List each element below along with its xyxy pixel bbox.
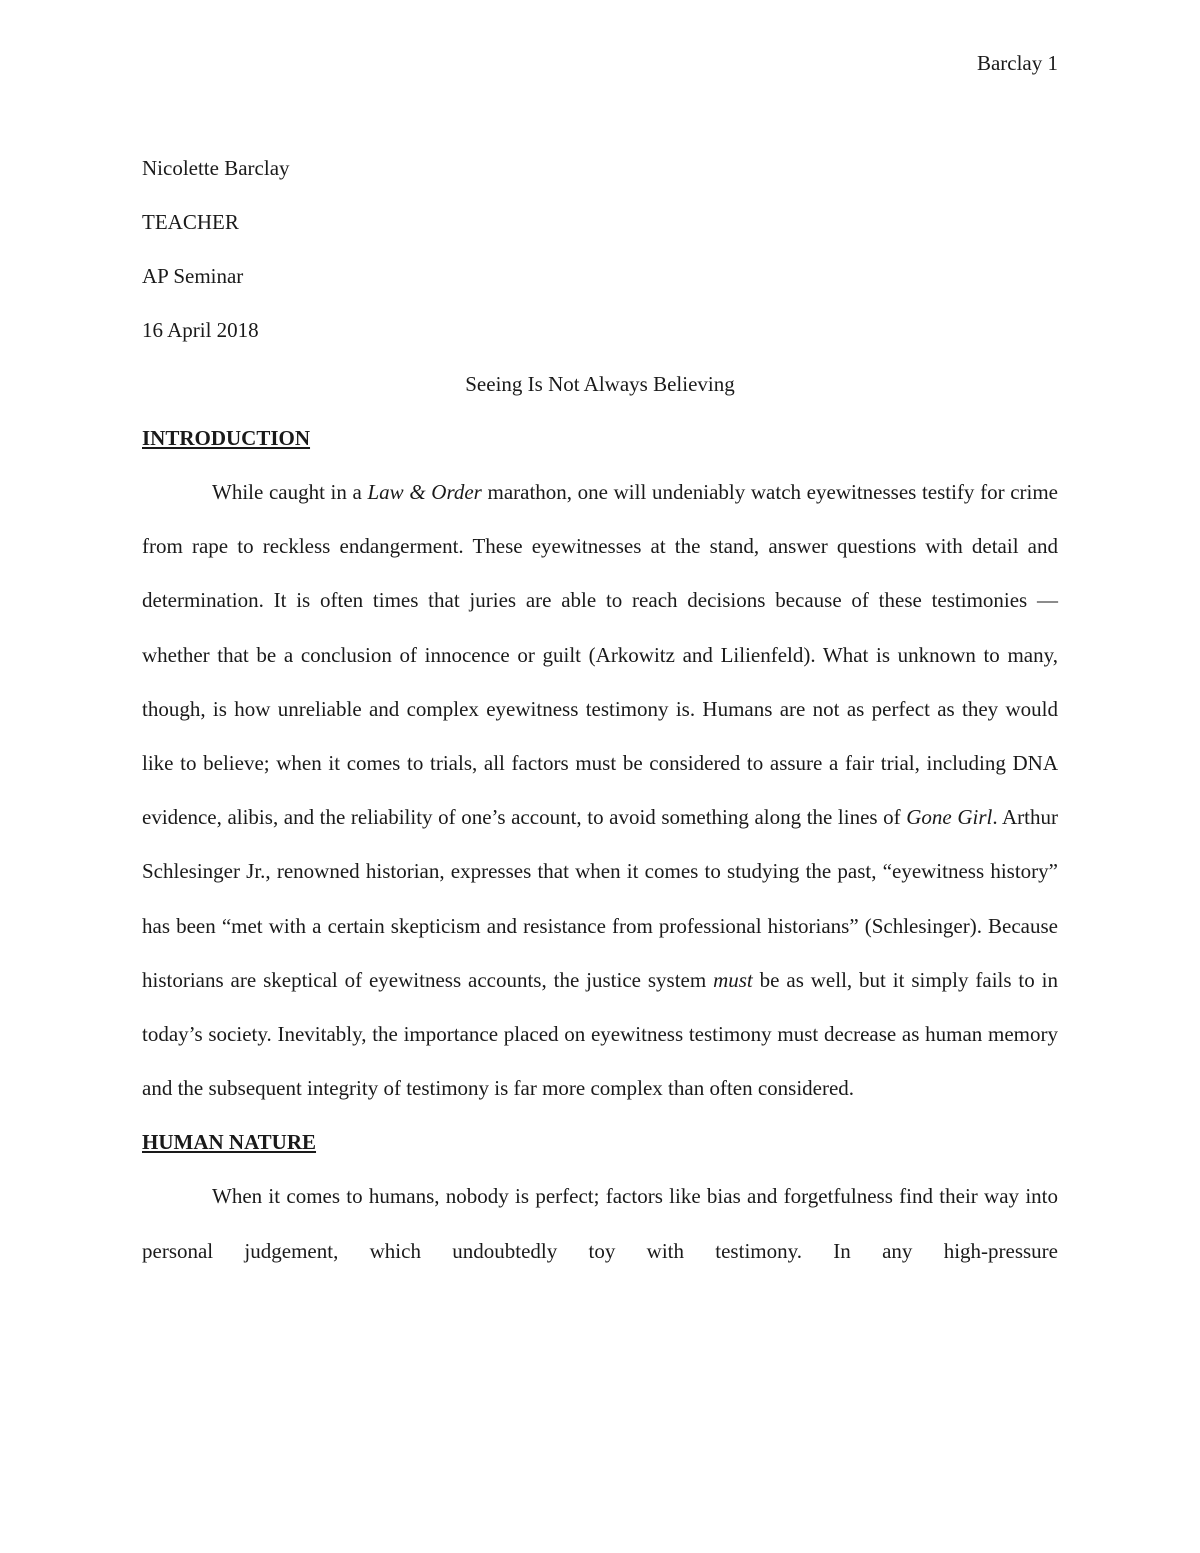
course-name: AP Seminar [142, 264, 244, 288]
essay-title: Seeing Is Not Always Believing [465, 372, 735, 396]
text-run: When it comes to humans, nobody is perfect; factors like bias and forgetfulness find their way into personal judgement, which undoubtedly toy with testimony. In any high-pressure [142, 1184, 1058, 1263]
introduction-paragraph [142, 465, 1058, 1115]
text-run: marathon, one will undeniably watch eyewitnesses testify for crime from rape to reckless endangerment. These eyewitnesses at the stand, answer questions with detail and determination. It is often times that juries are able to reach decisions because of these testimonies — whether that be a conclusion of innocence or guilt (Arkowitz and Lilienfeld). What is unknown to many, though, is how unreliable and complex eyewitness testimony is. Humans are not as perfect as they would like to believe; when it comes to trials, all factors must be considered to assure a fair trial, including DNA evidence, alibis, and the reliability of one’s account, to avoid something along the lines of [142, 480, 1058, 830]
human-nature-paragraph [142, 1169, 1058, 1277]
author-name: Nicolette Barclay [142, 156, 290, 180]
section-heading-introduction: INTRODUCTION [142, 426, 311, 450]
essay-date: 16 April 2018 [142, 318, 259, 342]
italic-run-gone-girl: Gone Girl [906, 805, 993, 830]
text-run: . Arthur Schlesinger Jr., renowned historian, expresses that when it comes to studying the past, “eyewitness history” has been “met with a certain skepticism and resistance from professional historians” (Schlesinger). Because historians are skeptical of eyewitness accounts, the justice system [142, 805, 1059, 992]
section-heading-human-nature: HUMAN NATURE [142, 1130, 317, 1155]
italic-run-law-and-order: Law & Order [367, 480, 482, 504]
text-run: While caught in a [212, 480, 368, 504]
italic-run-must: must [713, 967, 753, 992]
essay-body [142, 141, 1058, 1278]
text-run: be as well, but it simply fails to in today’s society. Inevitably, the importance placed on eyewitness testimony must decrease as human memory and the subsequent integrity of testimony is far more complex than often considered. [142, 967, 1058, 1101]
teacher-name: TEACHER [142, 210, 239, 234]
running-head: Barclay 1 [976, 51, 1058, 75]
